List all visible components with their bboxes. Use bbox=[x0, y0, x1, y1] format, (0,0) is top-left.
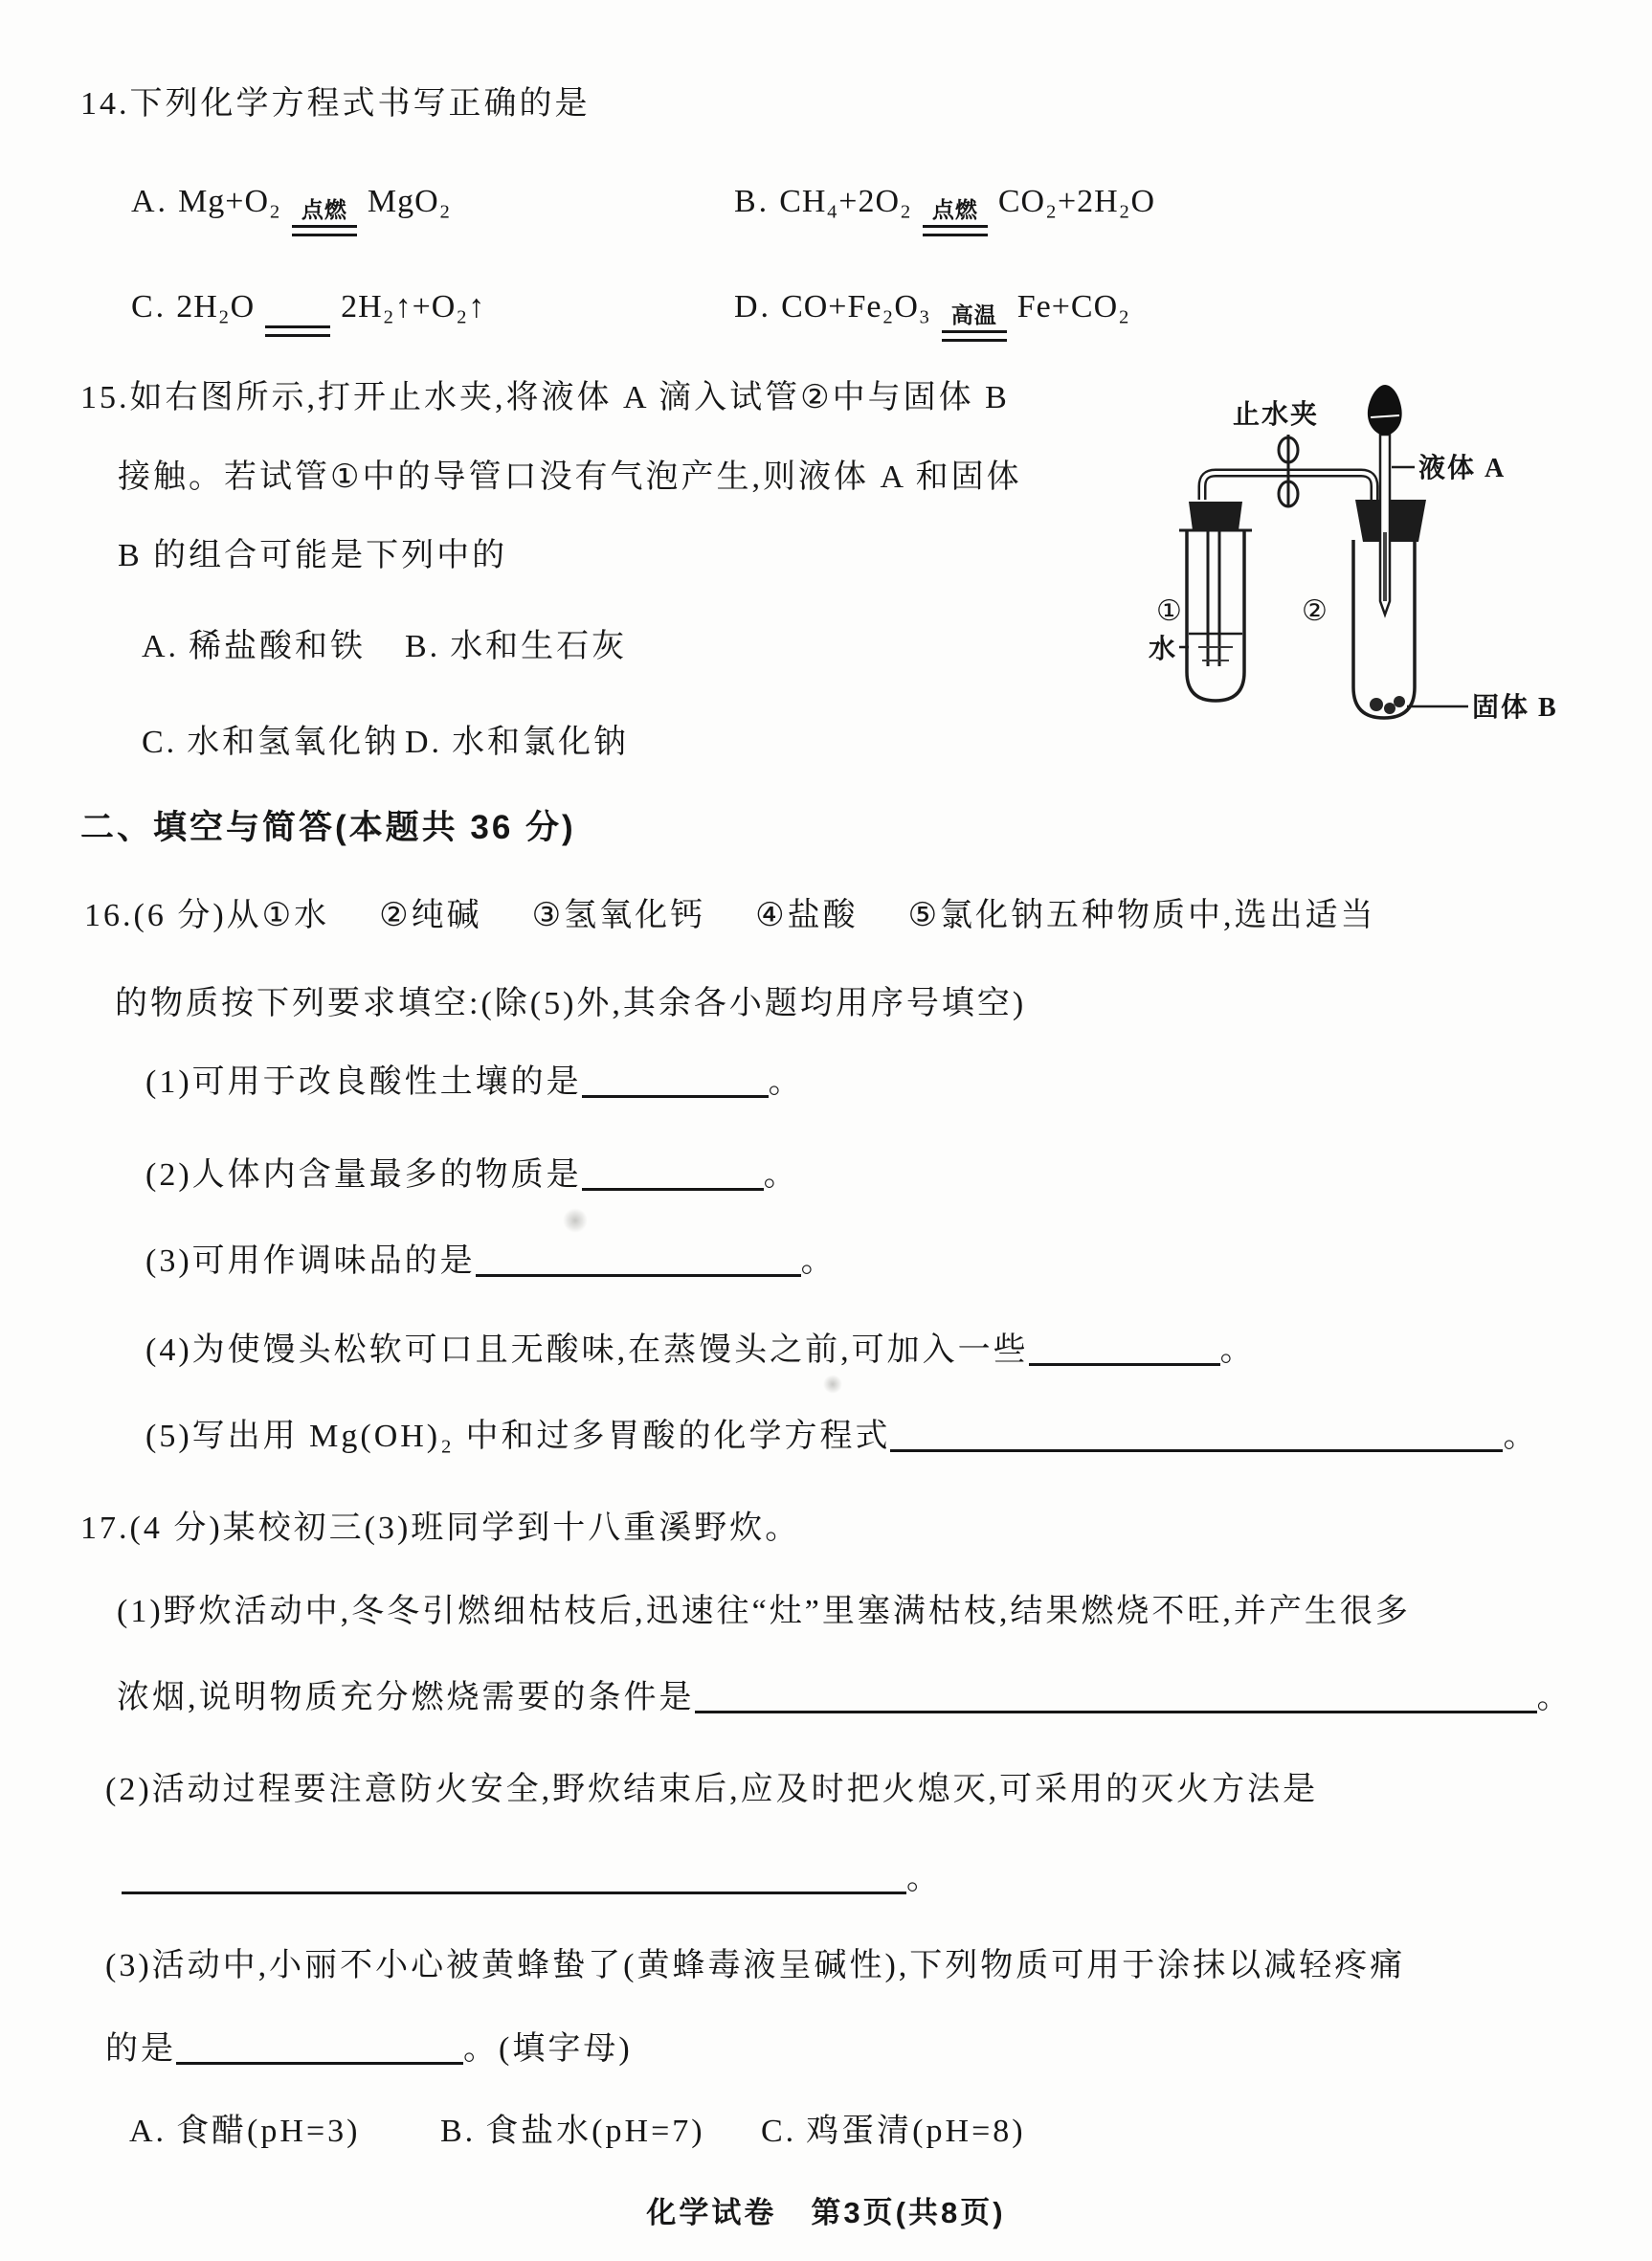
q14-stem: 14.下列化学方程式书写正确的是 bbox=[80, 86, 591, 122]
liquid-a-label: 液体 A bbox=[1418, 454, 1507, 483]
q17-option-a-text: 食醋(pH=3) bbox=[176, 2114, 361, 2149]
q17-option-c-label: C. bbox=[761, 2114, 797, 2149]
q14-option-d-label: D. bbox=[734, 289, 772, 325]
q16-item-4 bbox=[145, 1331, 1256, 1372]
q14-option-b bbox=[734, 182, 1155, 236]
q14-option-d-lhs: CO+Fe₂O₃ bbox=[781, 289, 931, 325]
q14-option-b-label: B. bbox=[734, 184, 770, 219]
q14-option-c-equals bbox=[264, 300, 331, 337]
q16-substance-2: ②纯碱 bbox=[379, 898, 482, 933]
q15-option-a bbox=[142, 627, 405, 668]
scan-smudge bbox=[823, 1375, 842, 1394]
section2-title: 二、填空与简答(本题共 36 分) bbox=[80, 809, 576, 846]
q14-option-d bbox=[734, 287, 1130, 342]
dropper-bulb-icon bbox=[1368, 385, 1402, 435]
q16-item-4-text: (4)为使馒头松软可口且无酸味,在蒸馒头之前,可加入一些 bbox=[145, 1332, 1029, 1368]
q14-option-a-label: A. bbox=[131, 184, 169, 219]
q15-option-c bbox=[142, 723, 405, 764]
q14-option-b-condition: 点燃 bbox=[931, 198, 978, 222]
q17-item-3-blank bbox=[176, 2029, 463, 2065]
q17-item-1-line1: (1)野炊活动中,冬冬引燃细枯枝后,迅速往“灶”里塞满枯枝,结果燃烧不旺,并产生很多 bbox=[117, 1594, 1411, 1629]
q17-item-3-line1: (3)活动中,小丽不小心被黄蜂蛰了(黄蜂毒液呈碱性),下列物质可用于涂抹以减轻疼痛 bbox=[105, 1948, 1406, 1983]
q14-option-b-equals bbox=[922, 199, 989, 236]
q17-stem: 17.(4 分)某校初三(3)班同学到十八重溪野炊。 bbox=[80, 1511, 801, 1546]
q16-stem-line1 bbox=[84, 896, 1376, 937]
q17-option-c-text: 鸡蛋清(pH=8) bbox=[806, 2114, 1026, 2149]
q15-stem-line3: B 的组合可能是下列中的 bbox=[118, 538, 508, 573]
q16-item-2 bbox=[145, 1155, 799, 1197]
q16-item-4-period: 。 bbox=[1219, 1332, 1256, 1368]
q17-item-2-line1: (2)活动过程要注意防火安全,野炊结束后,应及时把火熄灭,可采用的灭火方法是 bbox=[105, 1772, 1319, 1807]
clamp-label: 止水夹 bbox=[1232, 400, 1320, 430]
q15-option-a-text: 稀盐酸和铁 bbox=[189, 629, 367, 664]
q17-item-1-text: 浓烟,说明物质充分燃烧需要的条件是 bbox=[117, 1680, 695, 1715]
q14-option-c-lhs: 2H₂O bbox=[176, 289, 256, 325]
q15-option-c-label: C. bbox=[142, 725, 178, 760]
q14-option-d-condition: 高温 bbox=[950, 303, 997, 327]
q16-item-2-text: (2)人体内含量最多的物质是 bbox=[145, 1157, 582, 1193]
solid-b-particle bbox=[1370, 698, 1383, 711]
q15-stem-line1: 15.如右图所示,打开止水夹,将液体 A 滴入试管②中与固体 B bbox=[80, 380, 1010, 415]
solid-b-particle bbox=[1394, 696, 1405, 707]
q14-option-a-lhs: Mg+O₂ bbox=[178, 184, 281, 219]
q16-item-5 bbox=[145, 1417, 1538, 1458]
q14-options-row-2 bbox=[131, 287, 1130, 342]
footer-page-number: 第3页(共8页) bbox=[811, 2196, 1006, 2229]
q16-item-1-blank bbox=[582, 1063, 769, 1098]
q16-item-1-text: (1)可用于改良酸性土壤的是 bbox=[145, 1064, 582, 1100]
q17-item-1-period: 。 bbox=[1536, 1680, 1573, 1715]
q16-stem-line2: 的物质按下列要求填空:(除(5)外,其余各小题均用序号填空) bbox=[115, 986, 1027, 1021]
q17-item-2-period: 。 bbox=[906, 1861, 942, 1896]
q15-option-d bbox=[405, 723, 629, 764]
q16-item-5-text: (5)写出用 Mg(OH)₂ 中和过多胃酸的化学方程式 bbox=[145, 1419, 891, 1454]
q16-item-1-period: 。 bbox=[768, 1064, 804, 1100]
q15-option-b-text: 水和生石灰 bbox=[450, 629, 628, 664]
q14-option-b-lhs: CH₄+2O₂ bbox=[779, 184, 912, 219]
tube1-stopper bbox=[1189, 502, 1242, 530]
page-footer bbox=[0, 2188, 1652, 2231]
q17-option-a-label: A. bbox=[129, 2114, 167, 2149]
q15-option-b bbox=[405, 627, 627, 668]
q17-item-1-line2 bbox=[117, 1678, 1573, 1719]
q16-substance-5: ⑤氯化钠五种物质中,选出适当 bbox=[907, 898, 1376, 933]
q14-option-a-condition: 点燃 bbox=[301, 198, 347, 222]
q16-item-2-period: 。 bbox=[763, 1157, 799, 1193]
double-line-icon bbox=[265, 325, 330, 337]
q17-item-3-text: 的是 bbox=[105, 2031, 176, 2067]
q17-option-a bbox=[129, 2112, 440, 2153]
q16-substance-3: ③氢氧化钙 bbox=[531, 898, 706, 933]
q16-item-1 bbox=[145, 1063, 804, 1104]
q15-option-c-text: 水和氢氧化钠 bbox=[187, 725, 400, 760]
q17-option-b-label: B. bbox=[440, 2114, 477, 2149]
q16-substance-4: ④盐酸 bbox=[755, 898, 859, 933]
q14-options-row-1 bbox=[131, 182, 1155, 236]
apparatus-svg bbox=[1147, 379, 1616, 733]
q16-substance-1: 16.(6 分)从①水 bbox=[84, 898, 330, 933]
q16-item-2-blank bbox=[582, 1155, 764, 1191]
q14-option-a bbox=[131, 182, 734, 236]
q15-options-row-1 bbox=[142, 627, 627, 668]
q16-item-5-blank bbox=[890, 1417, 1503, 1452]
tube1-number-label: ① bbox=[1156, 594, 1182, 628]
q17-item-3-suffix: 。(填字母) bbox=[463, 2031, 633, 2067]
q15-option-d-label: D. bbox=[405, 725, 443, 760]
solid-b-particle bbox=[1384, 703, 1395, 714]
q17-options-row bbox=[129, 2112, 1026, 2153]
q16-item-3-blank bbox=[476, 1242, 801, 1277]
double-line-icon bbox=[942, 330, 1007, 342]
q15-option-d-text: 水和氯化钠 bbox=[452, 725, 630, 760]
q16-item-5-period: 。 bbox=[1503, 1419, 1539, 1454]
q15-apparatus-diagram bbox=[1147, 379, 1616, 733]
q17-item-3-line2 bbox=[105, 2029, 633, 2071]
q17-option-b bbox=[440, 2112, 761, 2153]
q15-option-b-label: B. bbox=[405, 629, 441, 664]
q15-option-a-label: A. bbox=[142, 629, 180, 664]
q15-options-row-2 bbox=[142, 723, 629, 764]
q17-item-1-blank bbox=[695, 1678, 1537, 1713]
q16-item-4-blank bbox=[1029, 1331, 1220, 1366]
solid-b-label: 固体 B bbox=[1472, 693, 1558, 723]
q15-stem-line2: 接触。若试管①中的导管口没有气泡产生,则液体 A 和固体 bbox=[118, 459, 1022, 495]
tube1-body bbox=[1187, 530, 1244, 701]
tube2-number-label: ② bbox=[1302, 594, 1328, 628]
q16-item-3-text: (3)可用作调味品的是 bbox=[145, 1243, 476, 1279]
q16-item-3 bbox=[145, 1242, 837, 1283]
q14-option-c bbox=[131, 287, 734, 337]
q14-option-b-rhs: CO₂+2H₂O bbox=[997, 184, 1156, 219]
double-line-icon bbox=[292, 225, 357, 236]
scan-smudge bbox=[563, 1208, 588, 1233]
water-label: 水 bbox=[1149, 635, 1178, 664]
q14-option-d-rhs: Fe+CO₂ bbox=[1016, 289, 1130, 325]
q14-option-c-label: C. bbox=[131, 289, 167, 325]
q17-option-b-text: 食盐水(pH=7) bbox=[485, 2114, 705, 2149]
q16-item-3-period: 。 bbox=[800, 1243, 837, 1279]
q14-option-d-equals bbox=[941, 304, 1008, 342]
q17-item-2-blank bbox=[122, 1859, 906, 1894]
q14-option-c-rhs: 2H₂↑+O₂↑ bbox=[341, 289, 486, 325]
q14-option-a-equals bbox=[291, 199, 358, 236]
q17-option-c bbox=[761, 2112, 1026, 2153]
footer-doc-title: 化学试卷 bbox=[646, 2196, 777, 2229]
q17-item-2-line2 bbox=[122, 1859, 942, 1900]
q14-option-a-rhs: MgO₂ bbox=[367, 184, 452, 219]
double-line-icon bbox=[923, 225, 988, 236]
